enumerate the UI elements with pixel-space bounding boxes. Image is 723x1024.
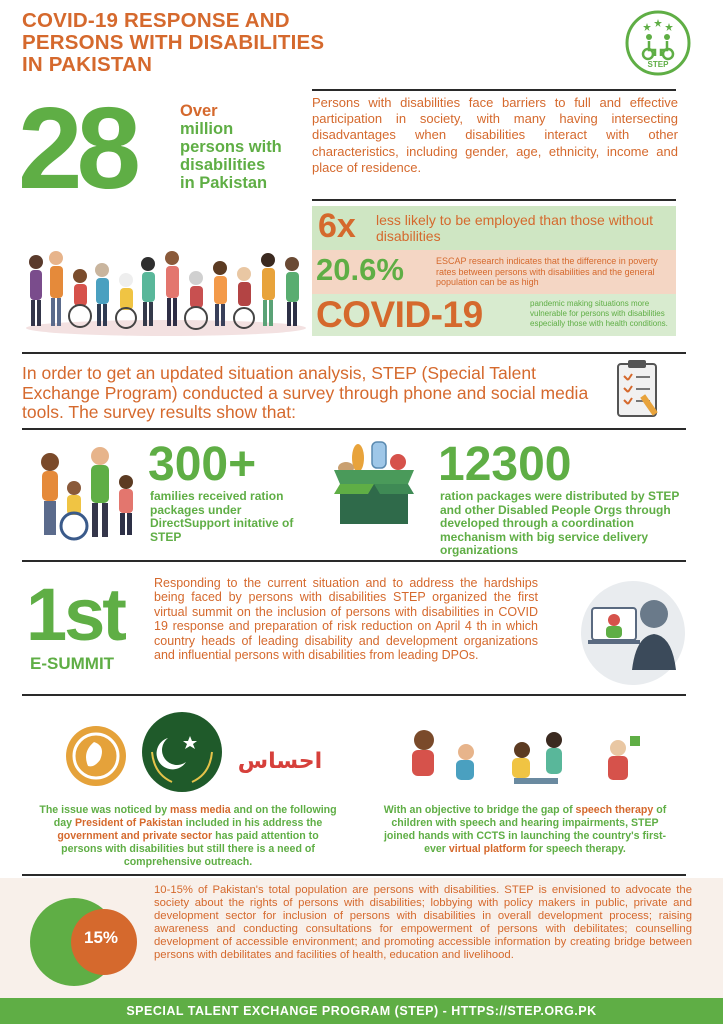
divider xyxy=(312,89,676,91)
ration-box-illustration xyxy=(328,440,420,528)
ration-text: ration packages were distributed by STEP and other Disabled People Orgs through developed through a coordination mechanism with big service delivery organizations xyxy=(440,489,680,557)
title-line-1: COVID-19 RESPONSE AND xyxy=(22,9,290,32)
divider xyxy=(22,352,686,354)
step-logo xyxy=(625,10,691,76)
speech-paragraph: With an objective to bridge the gap of speech therapy of children with speech and hearing impairments, STEP joined hands with CCTS in launching the country's first-ever virtual platform for speech therapy. xyxy=(383,804,667,855)
divider xyxy=(22,428,686,430)
families-value: 300+ xyxy=(148,438,257,491)
families-text: families received ration packages under DirectSupport initative of STEP xyxy=(150,489,294,544)
bottom-paragraph: 10-15% of Pakistan's total population are persons with disabilities. STEP is envisioned to advocate the society about the rights of persons with disabilities; lobbying with policy makers in public, private and development sector for inclusion of persons with disabilities in overall development process; raising awareness and conducting consultations for empowerment of persons with debilitates; counselling development of accessible environment; and promoting accessible information by creating bridge between persons with debilitates and facilities of health, education and livelihood. xyxy=(154,884,692,962)
survey-paragraph: In order to get an updated situation analysis, STEP (Special Talent Exchange Program) conducted a survey through phone and social media tools. The survey results show that: xyxy=(22,363,589,422)
covid-value: COVID-19 xyxy=(316,294,483,335)
covid-text: pandemic making situations more vulnerable for persons with disabilities especially those with health conditions. xyxy=(530,299,668,328)
title-line-3: IN PAKISTAN xyxy=(22,53,153,76)
svg-text:STEP: STEP xyxy=(647,60,669,69)
family-illustration xyxy=(30,442,148,542)
poverty-text: ESCAP research indicates that the difference in poverty rates between persons with disabilities and the general population can be as high xyxy=(436,256,658,287)
barriers-paragraph: Persons with disabilities face barriers to full and effective participation in society, with many having intersecting disadvantages when disabilities interact with other characteristics, including gender, age, ethnicity, income and place of residence. xyxy=(312,95,678,175)
million-label: Over million persons with disabilities in Pakistan xyxy=(180,102,282,192)
speech-therapy-illustration xyxy=(404,726,644,798)
clipboard-icon xyxy=(612,358,668,420)
big-number-28: 28 xyxy=(18,83,136,213)
summit-paragraph: Responding to the current situation and to address the hardships being faced by persons with disabilities STEP organized the first virtual summit on the inclusion of persons with disabilities in COVID 19 response and preparation of risk reduction on April 4 th in which country heads of leading disability and development organizations and influential persons with disabilities from leading DPOs. xyxy=(154,576,538,663)
percent-value: 15% xyxy=(84,928,119,947)
divider xyxy=(22,560,686,562)
pakistan-emblem-icon xyxy=(142,712,222,792)
ration-value: 12300 xyxy=(438,438,572,491)
divider xyxy=(22,694,686,696)
virtual-meeting-illustration xyxy=(580,580,686,686)
title-line-2: PERSONS WITH DISABILITIES xyxy=(22,31,325,54)
people-group-illustration xyxy=(22,240,310,338)
summit-ordinal: 1st xyxy=(26,573,124,656)
media-logos xyxy=(60,712,330,796)
divider xyxy=(312,199,676,201)
media-paragraph: The issue was noticed by mass media and on the following day President of Pakistan included in his address the government and private sector has paid attention to persons with disabilities but still there is a need of comprehensive outreach. xyxy=(39,804,337,868)
page-title xyxy=(22,10,442,76)
divider xyxy=(22,874,686,876)
ehsaas-logo: احساس xyxy=(237,749,323,774)
employment-text: less likely to be employed than those without disabilities xyxy=(376,212,654,244)
summit-label: E-SUMMIT xyxy=(30,654,115,673)
poverty-value: 20.6% xyxy=(316,252,404,287)
employment-value: 6x xyxy=(318,207,356,245)
footer-bar: SPECIAL TALENT EXCHANGE PROGRAM (STEP) - HTTPS://STEP.ORG.PK xyxy=(0,998,723,1024)
